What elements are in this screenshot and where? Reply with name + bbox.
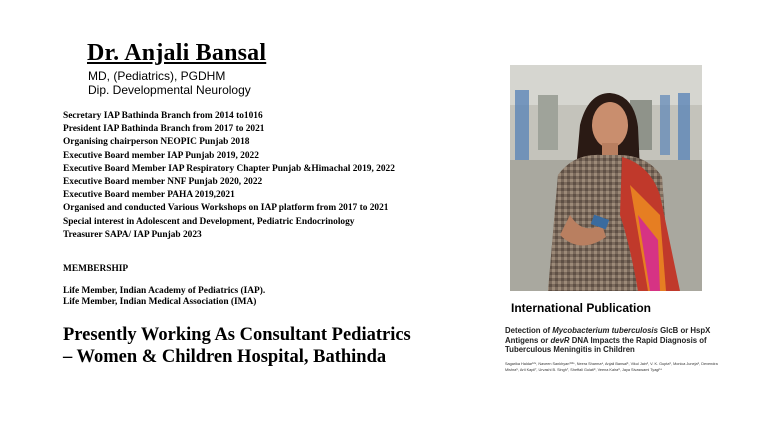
role-item: Executive Board Member IAP Respiratory Chapter Punjab &Himachal 2019, 2022 xyxy=(63,163,395,174)
paper-title-italic: Mycobacterium tuberculosis xyxy=(552,326,658,335)
publication-authors: Sagarika Haldar¹²*, Naveen Sankhyan³¹²*, Neera Sharma⁴, Anjali Bansal⁵, Vikul Jain², V. K. Gupta⁶, Monica Juneja⁵, Devendra Mishra⁵, Arti Kapil⁷, Urvashi B. Singh⁷, Sheffali Gulati⁸, Veena Kalra⁸, Jaya Sivaswami Tyagi¹* xyxy=(505,362,718,372)
role-item: Special interest in Adolescent and Development, Pediatric Endocrinology xyxy=(63,216,355,227)
role-item: Executive Board member IAP Punjab 2019, 2022 xyxy=(63,150,259,161)
doctor-portrait-photo xyxy=(510,65,702,291)
paper-title-text: GlcB or HspX Antigens or xyxy=(505,326,711,345)
membership-heading: MEMBERSHIP xyxy=(63,264,129,274)
qualifications xyxy=(88,69,251,97)
paper-title-text: DNA Impacts the Rapid Diagnosis of Tuberculous Meningitis in Children xyxy=(505,335,707,355)
portrait-illustration xyxy=(510,65,702,291)
role-item: President IAP Bathinda Branch from 2017 to 2021 xyxy=(63,124,265,135)
publication-title xyxy=(505,326,735,355)
current-position-line: Presently Working As Consultant Pediatrics xyxy=(63,325,411,345)
paper-title-italic: devR xyxy=(550,335,570,345)
roles-list xyxy=(63,110,395,242)
current-position xyxy=(63,324,411,368)
role-item: Executive Board member PAHA 2019,2021 xyxy=(63,190,235,201)
membership-item: Life Member, Indian Academy of Pediatrics (IAP). xyxy=(63,286,266,296)
qualification-line: Dip. Developmental Neurology xyxy=(88,83,251,97)
membership-list xyxy=(63,286,265,308)
role-item: Secretary IAP Bathinda Branch from 2014 to1016 xyxy=(63,111,263,121)
current-position-line: – Women & Children Hospital, Bathinda xyxy=(63,347,387,367)
role-item: Executive Board member NNF Punjab 2020, 2022 xyxy=(63,177,263,188)
publication-heading: International Publication xyxy=(511,301,652,315)
role-item: Treasurer SAPA/ IAP Punjab 2023 xyxy=(63,229,202,240)
membership-item: Life Member, Indian Medical Association (IMA) xyxy=(63,297,257,307)
paper-title-text: Detection of xyxy=(505,326,553,335)
qualification-line: MD, (Pediatrics), PGDHM xyxy=(88,69,226,83)
role-item: Organised and conducted Various Workshops on IAP platform from 2017 to 2021 xyxy=(63,203,389,214)
role-item: Organising chairperson NEOPIC Punjab 2018 xyxy=(63,137,250,148)
doctor-name: Dr. Anjali Bansal xyxy=(87,40,267,66)
